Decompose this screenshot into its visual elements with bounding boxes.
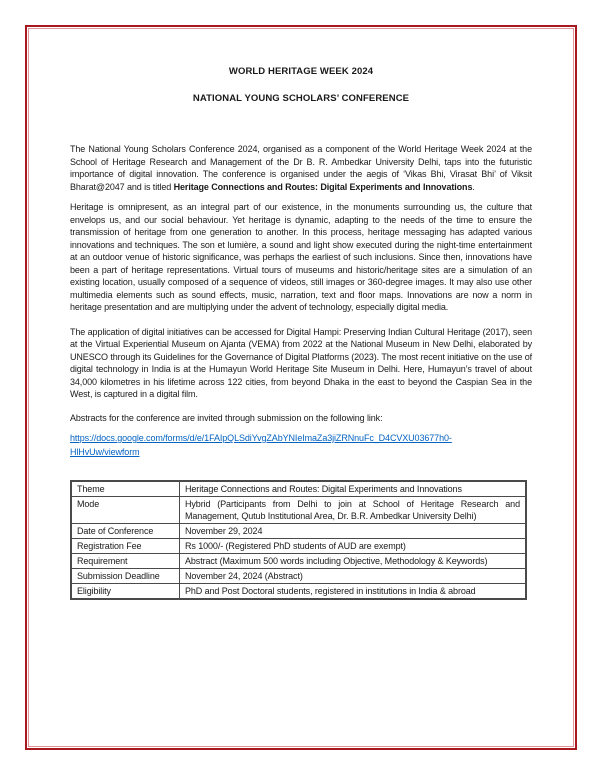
- table-row-theme: [71, 481, 526, 497]
- row-label: Mode: [71, 497, 180, 524]
- table-row-mode: [71, 497, 526, 524]
- conference-details-body: [71, 481, 526, 599]
- google-form-link[interactable]: https://docs.google.com/forms/d/e/1FAIpQLSdiYvgZAbYNIeImaZa3jiZRNnuFc_D4CVXU03677h0-HlHvUw/viewform: [70, 433, 452, 457]
- document-content: [29, 29, 573, 746]
- paragraph-heritage: Heritage is omnipresent, as an integral part of our existence, in the monuments surrounding us, the culture that envelops us, and our social behaviour. Yet heritage is dynamic, adapting to the needs of the time to ensure the transmission of heritage from one generation to another. In this process, heritage messaging has adapted various innovations and techniques. The son et lumière, a sound and light show executed during the night-time entertainment at an outdoor venue of historic significance, was perhaps the earliest of such inclusions. Since then, innovations have been a part of heritage representations. Virtual tours of museums and historic/heritage sites are a simulation of an existing location, usually composed of a sequence of videos, still images or 360-degree images. It may also use other multimedia elements such as sound effects, music, narration, text and floor maps. Innovations are now a norm in heritage presentation and are multiplying under the advent of technology, especially digital media.: [70, 202, 532, 312]
- paragraph-abstracts: Abstracts for the conference are invited through submission on the following link:: [70, 412, 383, 423]
- page-border-outer: [25, 25, 577, 750]
- doc-title: WORLD HERITAGE WEEK 2024: [228, 66, 374, 77]
- form-link-paragraph: [70, 432, 490, 459]
- table-row-registration-fee: [71, 539, 526, 554]
- conference-theme-bold: Heritage Connections and Routes: Digital Experiments and Innovations: [173, 181, 473, 192]
- paragraph-intro: [70, 143, 532, 193]
- doc-subtitle: NATIONAL YOUNG SCHOLARS’ CONFERENCE: [192, 93, 410, 104]
- paragraph-intro-text: The National Young Scholars Conference 2024, organised as a component of the World Heritage Week 2024 at the School of Heritage Research and Management of the Dr B. R. Ambedkar University Delhi, taps into the futuristic importance of digital innovation. The conference is organised under the aegis of ‘Vikas Bhi, Virasat Bhi’ of Viksit Bharat@2047 and is titled: [70, 144, 532, 192]
- row-value: Abstract (Maximum 500 words including Objective, Methodology & Keywords): [180, 554, 527, 569]
- table-row-date: [71, 524, 526, 539]
- paragraph-digital-initiatives: The application of digital initiatives can be accessed for Digital Hampi: Preserving Indian Cultural Heritage (2017), seen at the Virtual Experiential Museum on Ajanta (VEMA) from 2022 at the National Museum in New Delhi, elaborated by UNESCO through its Guidelines for the Governance of Digital Platforms (2023). The most recent initiative on the use of digital technology in India is at the Humayun World Heritage Site Museum in Delhi. Here, Humayun’s travel of about 34,000 kilometres in his lifetime across 122 cities, from beyond Dhaka in the east to beyond the Caspian Sea in the West, is captured in a digital film.: [70, 326, 532, 399]
- table-row-requirement: [71, 554, 526, 569]
- row-label: Requirement: [71, 554, 180, 569]
- row-value: November 29, 2024: [180, 524, 527, 539]
- table-row-submission-deadline: [71, 569, 526, 584]
- row-label: Date of Conference: [71, 524, 180, 539]
- table-row-eligibility: [71, 584, 526, 600]
- conference-details-table: [70, 480, 527, 600]
- row-value: November 24, 2024 (Abstract): [180, 569, 527, 584]
- paragraph-intro-end: .: [472, 181, 475, 192]
- row-value: Rs 1000/- (Registered PhD students of AUD are exempt): [180, 539, 527, 554]
- row-label: Theme: [71, 481, 180, 497]
- row-label: Registration Fee: [71, 539, 180, 554]
- row-label: Submission Deadline: [71, 569, 180, 584]
- row-label: Eligibility: [71, 584, 180, 600]
- row-value: Heritage Connections and Routes: Digital Experiments and Innovations: [180, 481, 527, 497]
- row-value: Hybrid (Participants from Delhi to join at School of Heritage Research and Management, Qutub Institutional Area, Dr. B.R. Ambedkar University Delhi): [180, 497, 527, 524]
- row-value: PhD and Post Doctoral students, registered in institutions in India & abroad: [180, 584, 527, 600]
- page-border-inner: [28, 28, 574, 747]
